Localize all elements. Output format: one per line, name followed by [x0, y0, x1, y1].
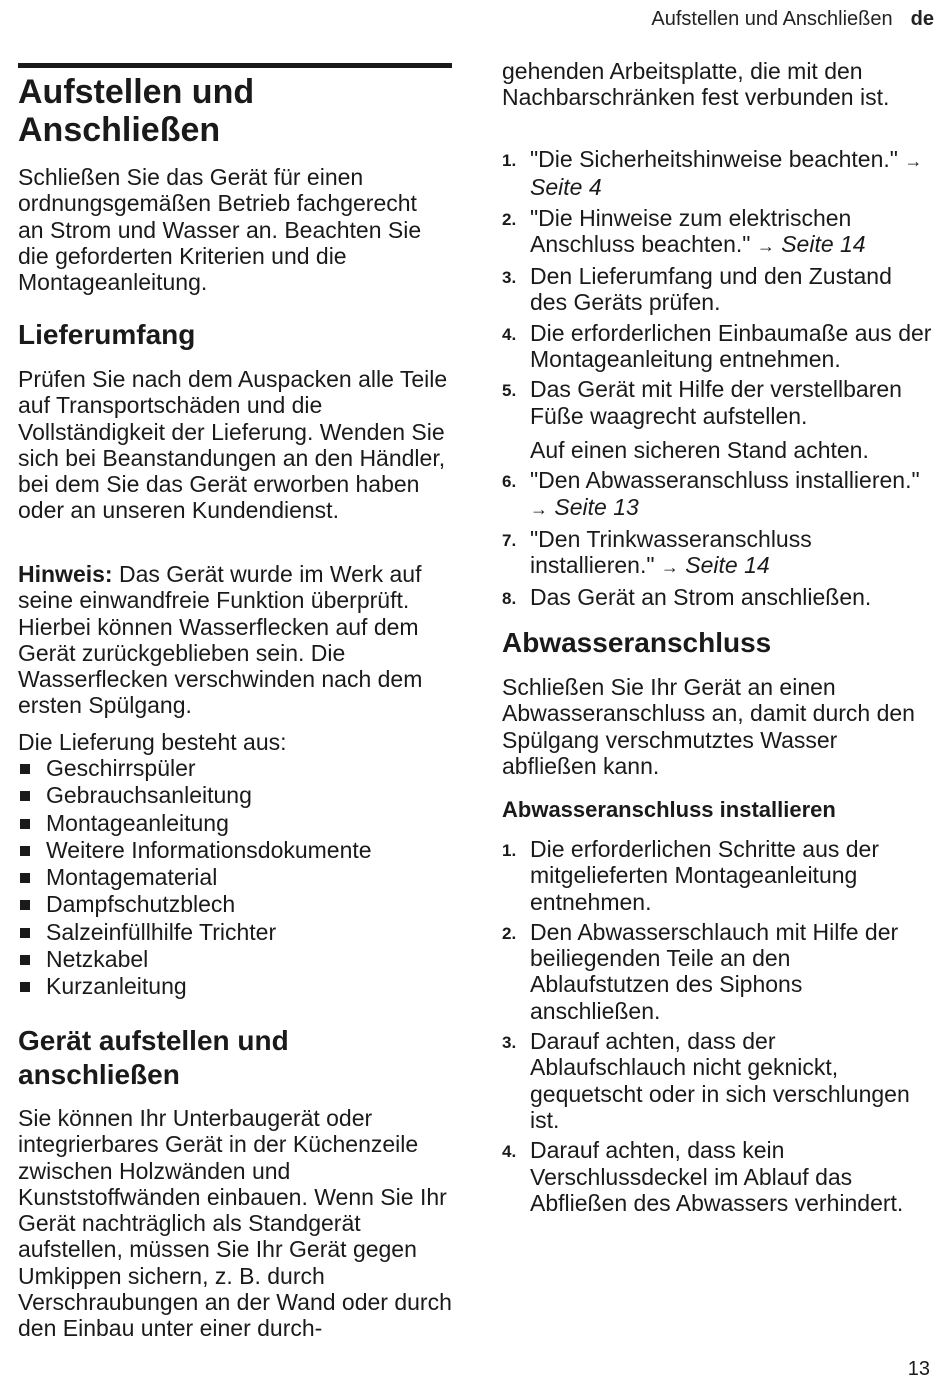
list-item: 4. Die erforderlichen Einbaumaße aus der Montageanleitung entnehmen. [502, 319, 932, 373]
list-item: Montageanleitung [18, 810, 448, 837]
abwasser-paragraph: Schließen Sie Ihr Gerät an einen Abwasseranschluss an, damit durch den Spülgang verschmutztes Wasser abfließen kann. [502, 674, 915, 779]
list-item: Kurzanleitung [18, 973, 448, 1000]
bullet-square-icon [20, 955, 30, 965]
page-reference[interactable]: Seite 4 [530, 174, 602, 201]
list-item: 3. Den Lieferumfang und den Zustand des Geräts prüfen. [502, 263, 892, 316]
list-item: 3. Darauf achten, dass der Ablaufschlauch nicht geknickt, gequetscht oder in sich verschlungen ist. [502, 1028, 910, 1133]
bullet-square-icon [20, 764, 30, 774]
list-item: Weitere Informationsdokumente [18, 837, 448, 864]
delivery-list-intro: Die Lieferung besteht aus: [18, 729, 287, 755]
list-item: Netzkabel [18, 946, 448, 973]
language-code: de [910, 8, 934, 30]
geraet-heading: Gerät aufstellen und anschließen [18, 1025, 289, 1090]
list-item: Geschirrspüler [18, 755, 448, 782]
list-item: Gebrauchsanleitung [18, 782, 448, 809]
setup-steps [502, 146, 934, 611]
geraet-paragraph: Sie können Ihr Unterbaugerät oder integrierbares Gerät in der Küchenzeile zwischen Holzwänden und Kunststoffwänden einbauen. Wenn Sie Ihr Gerät nachträglich als Standgerät aufstellen, müssen Sie Ihr Gerät gegen Umkippen sichern, z. B. durch Verschraubungen an der Wand oder durch den Einbau unter einer durch- [18, 1105, 452, 1342]
list-item: Salzeinfüllhilfe Trichter [18, 919, 448, 946]
page-reference[interactable]: Seite 13 [554, 493, 639, 520]
header-title: Aufstellen und Anschließen [651, 8, 893, 30]
list-item: 1. Die erforderlichen Schritte aus der mitgelieferten Montageanleitung entnehmen. [502, 836, 879, 915]
abwasser-subheading: Abwasseranschluss installieren [502, 797, 836, 822]
note-text: Das Gerät wurde im Werk auf seine einwandfreie Funktion überprüft. Hierbei können Wasserflecken auf dem Gerät zurückgeblieben sein. Die Wasserflecken verschwinden nach dem ersten Spülgang. [18, 561, 423, 719]
lieferumfang-paragraph: Prüfen Sie nach dem Auspacken alle Teile auf Transportschäden und die Vollständigkeit der Lieferung. Wenden Sie sich bei Beanstandungen an den Händler, bei dem Sie das Gerät erworben haben oder an unseren Kundendienst. [18, 366, 448, 524]
bullet-square-icon [20, 982, 30, 992]
list-item: 4. Darauf achten, dass kein Verschlussdeckel im Ablauf das Abfließen des Abwassers verhindert. [502, 1137, 904, 1216]
list-item: 5. Das Gerät mit Hilfe der verstellbaren Füße waagrecht aufstellen. Auf einen sicheren Stand achten. [502, 376, 934, 463]
list-item: Dampfschutzblech [18, 891, 448, 918]
note-paragraph [18, 561, 450, 719]
bullet-square-icon [20, 928, 30, 938]
continuation-paragraph: gehenden Arbeitsplatte, die mit den Nachbarschränken fest verbunden ist. [502, 58, 890, 111]
running-header [651, 8, 934, 31]
arrow-right-icon: → [660, 557, 679, 578]
list-item: 1. "Die Sicherheitshinweise beachten." → Seite 4 [502, 146, 923, 201]
title-rule [18, 63, 452, 68]
page-number: 13 [907, 1358, 930, 1380]
bullet-square-icon [20, 791, 30, 801]
page-reference[interactable]: Seite 14 [685, 552, 770, 579]
intro-paragraph: Schließen Sie das Gerät für einen ordnungsgemäßen Betrieb fachgerecht an Strom und Wasser an. Beachten Sie die geforderten Kriterien und die Montageanleitung. [18, 164, 422, 296]
list-item: 6. "Den Abwasseranschluss installieren." → Seite 13 [502, 467, 920, 520]
bullet-square-icon [20, 900, 30, 910]
bullet-square-icon [20, 819, 30, 829]
list-item: 2. Den Abwasserschlauch mit Hilfe der beiliegenden Teile an den Ablaufstutzen des Siphons anschließen. [502, 918, 899, 1024]
abwasser-steps [502, 836, 934, 1216]
arrow-right-icon: → [530, 498, 548, 519]
bullet-square-icon [20, 873, 30, 883]
page-title: Aufstellen und Anschließen [18, 73, 255, 149]
page-reference[interactable]: Seite 14 [781, 230, 866, 257]
note-label: Hinweis: [18, 561, 113, 587]
delivery-list [18, 755, 448, 1001]
arrow-right-icon: → [756, 235, 775, 256]
list-item: 8. Das Gerät an Strom anschließen. [502, 584, 872, 611]
list-item: 7. "Den Trinkwasseranschluss installieren." → Seite 14 [502, 525, 812, 579]
abwasser-heading: Abwasseranschluss [502, 627, 772, 658]
bullet-square-icon [20, 846, 30, 856]
step-note: Auf einen sicheren Stand achten. [530, 436, 869, 463]
list-item: Montagematerial [18, 864, 448, 891]
list-item: 2. "Die Hinweise zum elektrischen Anschluss beachten." → Seite 14 [502, 204, 866, 257]
lieferumfang-heading: Lieferumfang [18, 319, 196, 350]
arrow-right-icon: → [904, 151, 923, 171]
